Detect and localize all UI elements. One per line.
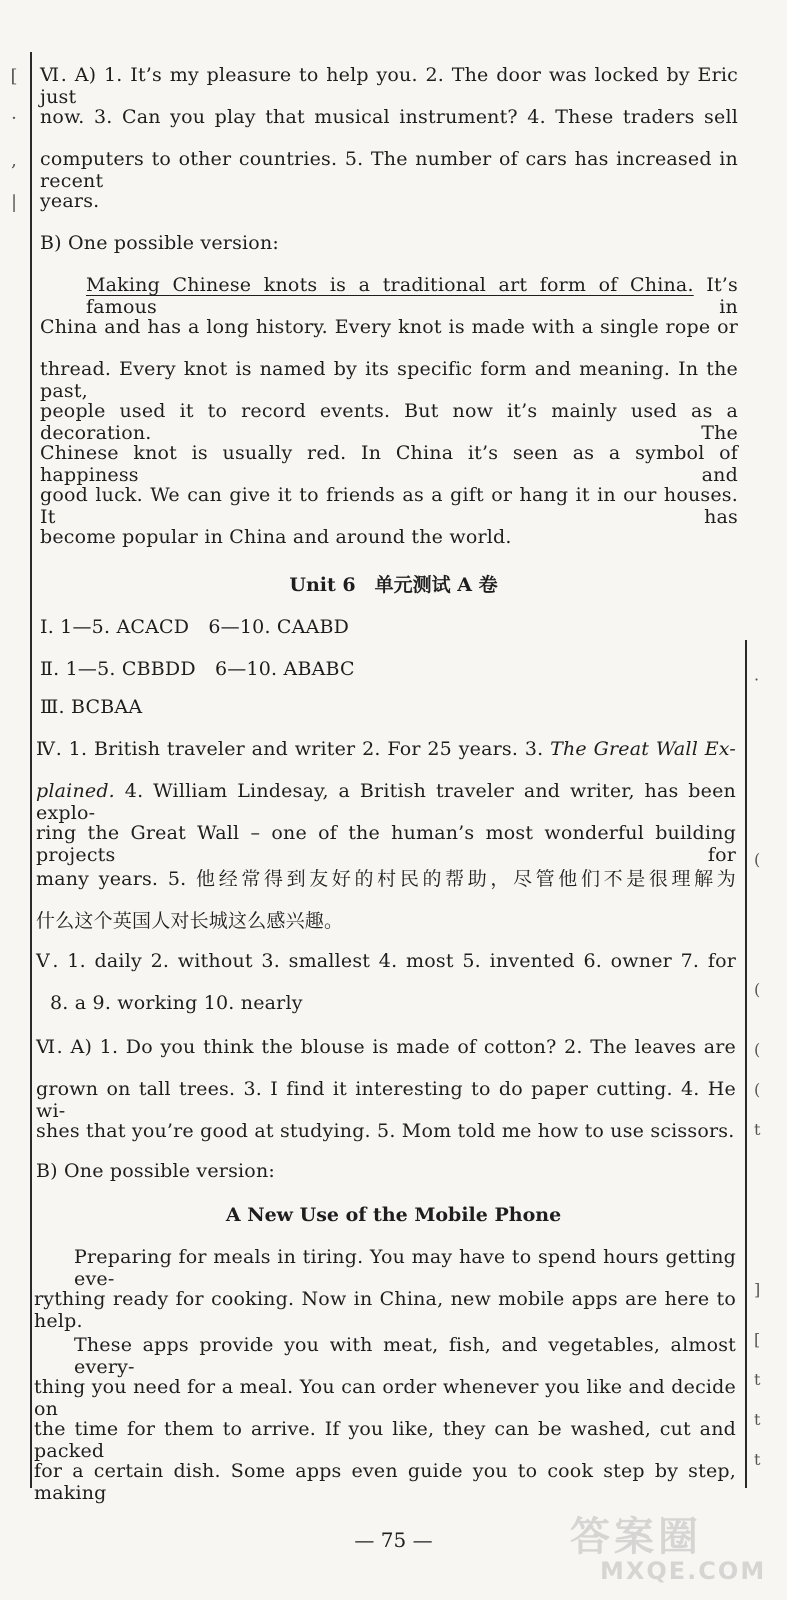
answers-v-line-1: Ⅴ. 1. daily 2. without 3. smallest 4. most 5. invented 6. owner 7. for bbox=[36, 950, 736, 972]
unit-heading: Unit 6 单元测试 A 卷 bbox=[289, 574, 498, 596]
vi-top-line-1: Ⅵ. A) 1. It’s my pleasure to help you. 2. The door was locked by Eric just bbox=[40, 64, 738, 108]
answers-iii: Ⅲ. BCBAA bbox=[40, 696, 143, 718]
answers-ii: Ⅱ. 1—5. CBBDD 6—10. ABABC bbox=[40, 658, 355, 680]
essay-line-2: rything ready for cooking. Now in China, new mobile apps are here to help. bbox=[34, 1288, 736, 1332]
essay-line-3: These apps provide you with meat, fish, and vegetables, almost every- bbox=[74, 1334, 736, 1378]
essay1-line-1-rest: It’s famous in bbox=[86, 274, 738, 318]
answers-iv-line-5: 什么这个英国人对长城这么感兴趣。 bbox=[36, 910, 344, 932]
answers-vi-b-label: B) One possible version: bbox=[36, 1160, 275, 1182]
answers-iv-line-2 bbox=[36, 780, 736, 824]
essay-line-4: thing you need for a meal. You can order whenever you like and decide on bbox=[34, 1376, 736, 1420]
essay1-line-2: China and has a long history. Every knot is made with a single rope or bbox=[40, 316, 738, 338]
essay1-line-4: people used it to record events. But now it’s mainly used as a decoration. The bbox=[40, 400, 738, 444]
watermark-text-url: MXQE.COM bbox=[600, 1557, 767, 1585]
essay-line-1: Preparing for meals in tiring. You may have to spend hours getting eve- bbox=[74, 1246, 736, 1290]
answers-vi-line-1: Ⅵ. A) 1. Do you think the blouse is made of cotton? 2. The leaves are bbox=[36, 1036, 736, 1058]
answers-iv-line-2-text: 4. William Lindesay, a British traveler and writer, has been explo- bbox=[36, 780, 736, 824]
essay1-line-7: become popular in China and around the world. bbox=[40, 526, 512, 548]
vi-top-line-2: now. 3. Can you play that musical instrument? 4. These traders sell bbox=[40, 106, 738, 128]
left-border-line bbox=[30, 52, 32, 1488]
answers-iv-line-1-text: Ⅳ. 1. British traveler and writer 2. For 25 years. 3. bbox=[36, 738, 551, 760]
essay1-line-3: thread. Every knot is named by its specific form and meaning. In the past, bbox=[40, 358, 738, 402]
watermark-text-cn: 答案圈 bbox=[570, 1514, 702, 1560]
essay1-line-1 bbox=[86, 274, 738, 318]
watermark-logo bbox=[560, 1505, 775, 1595]
vi-top-line-4: years. bbox=[40, 190, 100, 212]
book-title-part2: plained. bbox=[36, 780, 115, 802]
answers-iv-line-4: many years. 5. 他经常得到友好的村民的帮助，尽管他们不是很理解为 bbox=[36, 868, 736, 890]
left-margin-marks: [ · , | bbox=[10, 66, 18, 213]
answers-vi-line-3: shes that you’re good at studying. 5. Mom told me how to use scissors. bbox=[36, 1120, 735, 1142]
vi-top-b-label: B) One possible version: bbox=[40, 232, 279, 254]
answers-iv-line-3: ring the Great Wall – one of the human’s most wonderful building projects for bbox=[36, 822, 736, 866]
answers-vi-line-2: grown on tall trees. 3. I find it interesting to do paper cutting. 4. He wi- bbox=[36, 1078, 736, 1122]
vi-top-line-3: computers to other countries. 5. The number of cars has increased in recent bbox=[40, 148, 738, 192]
document-page: [ · , | · ( ( ( ( t ] [ t t t Ⅵ. A) 1. It’s my pleasure to help you. 2. The door was locked by Eric just now. 3. Can you play that musical instrument? 4. These traders sell computers to other countries. 5. The number of cars has increased in recent years. B) One possible version: Making Chinese knots is a traditional art form of China. It’s famous in China and has a long history. Every knot is made with a single rope or thread. Every knot is named by its specific form and meaning. In the past, people used it to record events. But now it’s mainly used as a decoration. The Chinese knot is usually red. In China it’s seen as a symbol of happiness and good luck. We can give it to friends as a gift or hang it in our houses. It has become popular in China and around the world. Unit 6 单元测试 A 卷 Ⅰ. 1—5. ACACD 6—10. CAABD Ⅱ. 1—5. CBBDD 6—10. ABABC Ⅲ. BCBAA Ⅳ. 1. British traveler and writer 2. For 25 years. 3. The Great Wall Ex- plained. 4. William Lindesay, a British traveler and writer, has been explo- ring the Great Wall – one of the human’s most wonderful building projects for many years. 5. 他经常得到友好的村民的帮助，尽管他们不是很理解为 什么这个英国人对长城这么感兴趣。 Ⅴ. 1. daily 2. without 3. smallest 4. most 5. invented 6. owner 7. for 8. a 9. working 10. nearly Ⅵ. A) 1. Do you think the blouse is made of cotton? 2. The leaves are grown on tall trees. 3. I find it interesting to do paper cutting. 4. He wi- shes that you’re good at studying. 5. Mom told me how to use scissors. B) One possible version: A New Use of the Mobile Phone Preparing for meals in tiring. You may have to spend hours getting eve- rything ready for cooking. Now in China, new mobile apps are here to help. These apps provide you with meat, fish, and vegetables, almost every- thing you need for a meal. You can order whenever you like and decide on the time for them to arrive. If you like, they can be washed, cut and packed for a certain dish. Some apps even guide you to cook step by step, making — 75 — 答案圈 MXQE.COM bbox=[0, 0, 787, 1600]
answers-i: Ⅰ. 1—5. ACACD 6—10. CAABD bbox=[40, 616, 350, 638]
page-number: — 75 — bbox=[354, 1528, 433, 1552]
book-title-part1: The Great Wall Ex- bbox=[550, 738, 736, 760]
answers-v-line-2: 8. a 9. working 10. nearly bbox=[50, 992, 303, 1014]
essay-line-6: for a certain dish. Some apps even guide you to cook step by step, making bbox=[34, 1460, 736, 1504]
right-border-line bbox=[745, 640, 747, 1488]
essay1-line-5: Chinese knot is usually red. In China it’s seen as a symbol of happiness and bbox=[40, 442, 738, 486]
answers-iv-line-1 bbox=[36, 738, 736, 760]
underlined-topic-sentence: Making Chinese knots is a traditional art form of China. bbox=[86, 274, 694, 296]
essay1-line-6: good luck. We can give it to friends as a gift or hang it in our houses. It has bbox=[40, 484, 738, 528]
essay-line-5: the time for them to arrive. If you like, they can be washed, cut and packed bbox=[34, 1418, 736, 1462]
essay-title: A New Use of the Mobile Phone bbox=[225, 1204, 562, 1226]
